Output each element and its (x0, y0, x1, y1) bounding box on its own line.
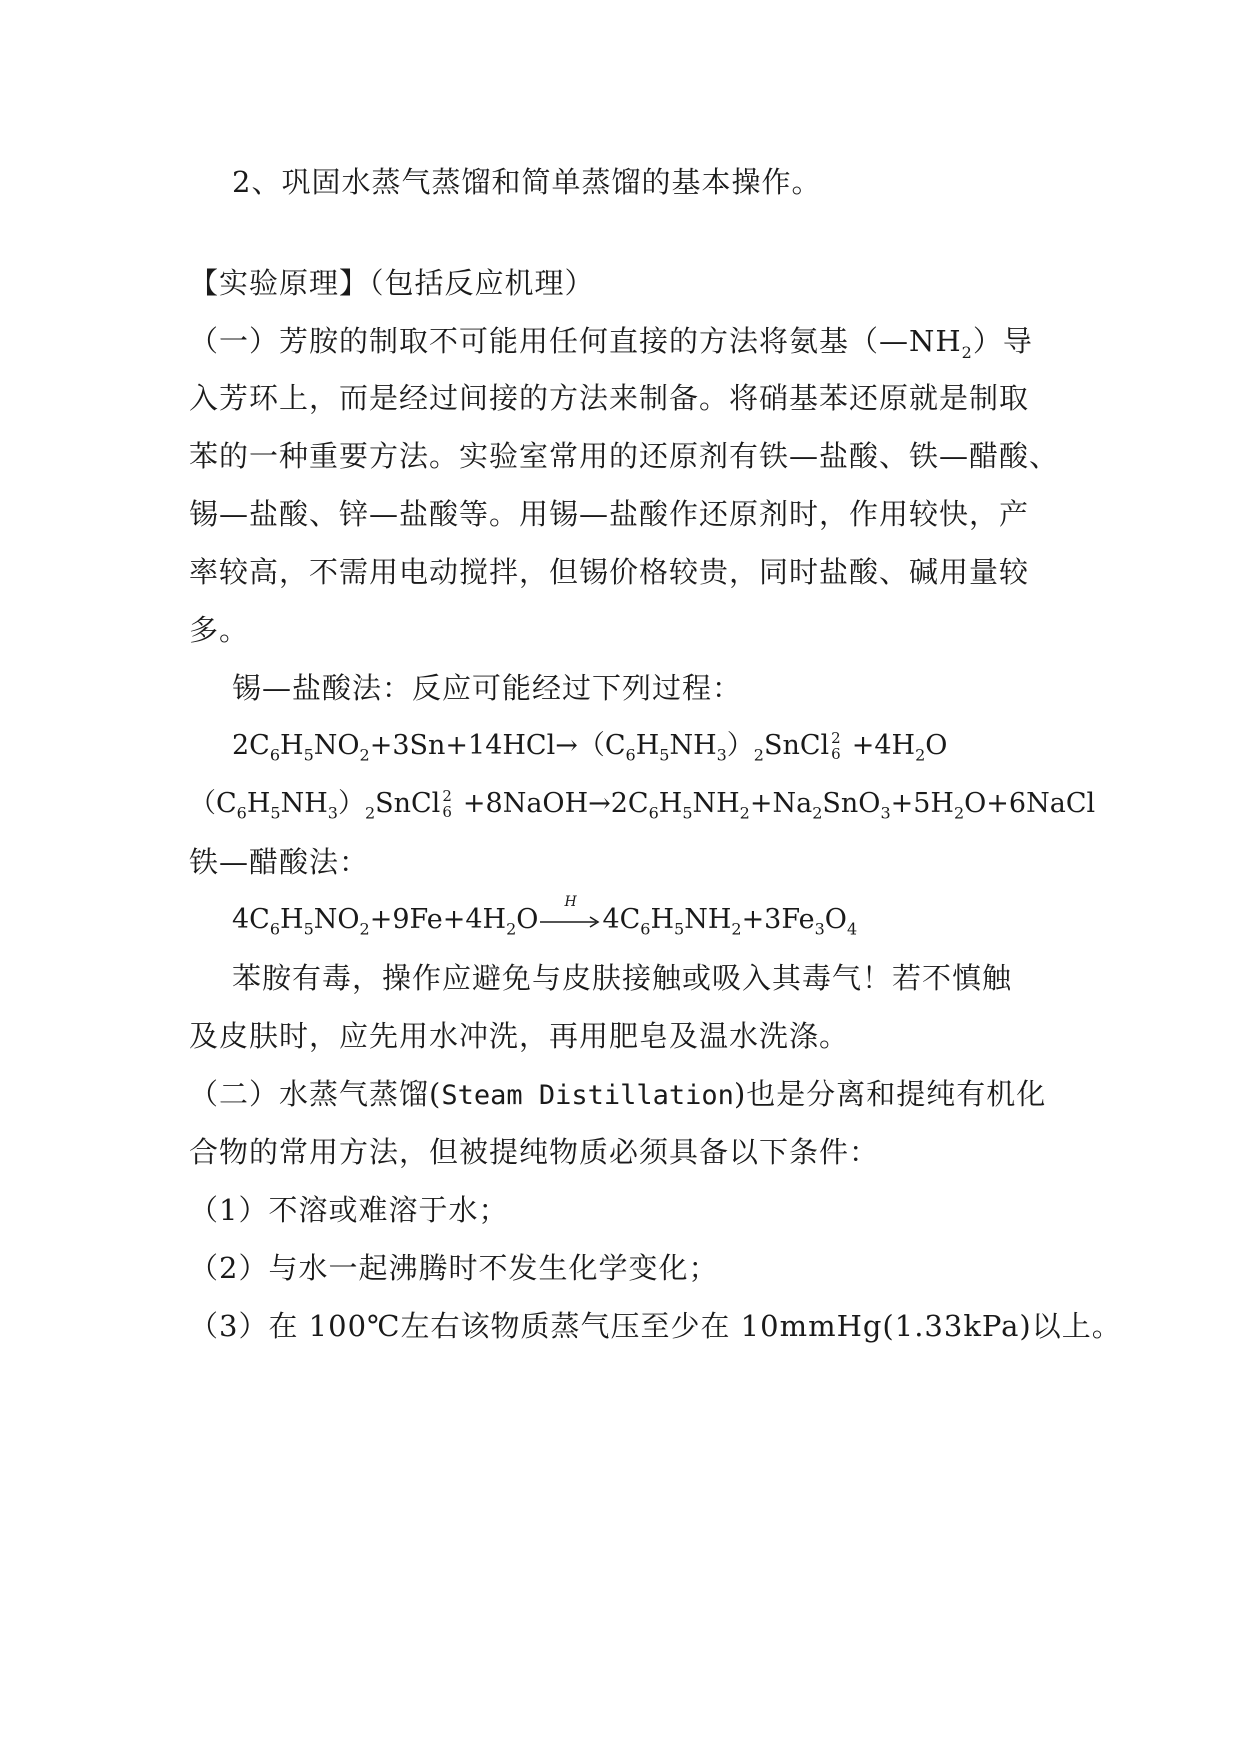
s: 2 (953, 803, 965, 823)
paragraph-1-line-5: 率较高，不需用电动搅拌，但锡价格较贵，同时盐酸、碱用量较 (189, 555, 1030, 589)
english-term: Steam Distillation (441, 1080, 734, 1111)
s: 2 (359, 745, 370, 765)
t: O (925, 730, 948, 761)
paragraph-2-line-2: 合物的常用方法，但被提纯物质必须具备以下条件： (189, 1135, 880, 1169)
s: 2 (364, 803, 376, 823)
s: 5 (659, 745, 670, 765)
sup: 2 (831, 728, 841, 747)
s: 3 (814, 919, 825, 939)
s: 6 (625, 745, 636, 765)
t: +3Fe (741, 904, 815, 935)
s: 6 (648, 803, 659, 823)
t: O (516, 904, 539, 935)
s: 3 (327, 803, 338, 823)
condition-1: （1）不溶或难溶于水； (189, 1193, 509, 1227)
s: 2 (915, 745, 926, 765)
t: +8NaOH→2C (454, 788, 649, 819)
sub: 6 (442, 802, 452, 821)
t: （二）水蒸气蒸馏( (189, 1077, 442, 1111)
s: 2 (812, 803, 823, 823)
equation-3 (232, 893, 858, 940)
t: O+6NaCl (964, 788, 1096, 819)
text: （一）芳胺的制取不可能用任何直接的方法将氨基（—NH (189, 324, 962, 358)
s: 2 (359, 919, 370, 939)
t: NH (684, 904, 732, 935)
t: H (280, 730, 304, 761)
t: NH (280, 788, 328, 819)
subscript: 2 (961, 342, 973, 362)
paragraph-2-line-1 (189, 1074, 1046, 1116)
s: 6 (640, 919, 651, 939)
s: 2 (506, 919, 517, 939)
t: 2C (232, 730, 270, 761)
objective-2: 2、巩固水蒸气蒸馏和简单蒸馏的基本操作。 (232, 165, 822, 199)
t: H (246, 788, 271, 819)
s: 3 (880, 803, 891, 823)
t: +4H (843, 730, 916, 761)
t: +3Sn+14HCl→（C (369, 730, 626, 761)
safety-note-line-2: 及皮肤时，应先用水冲洗，再用肥皂及温水洗涤。 (189, 1019, 850, 1053)
t: H (658, 788, 683, 819)
equation-2 (189, 784, 1095, 824)
t: SnCl (763, 730, 830, 761)
text: ）导 (972, 324, 1033, 358)
s: 2 (731, 919, 742, 939)
s: 5 (303, 919, 314, 939)
paragraph-1-line-6: 多。 (189, 613, 250, 647)
t: )也是分离和提纯有机化 (733, 1077, 1047, 1111)
t: 4C (602, 904, 641, 935)
sub: 6 (831, 744, 841, 763)
reaction-arrow-icon (538, 893, 602, 936)
condition-3: （3）在 100℃左右该物质蒸气压至少在 10mmHg(1.33kPa)以上。 (189, 1309, 1122, 1343)
t: ） (726, 730, 754, 761)
t: （C (189, 788, 237, 819)
t: H (635, 730, 660, 761)
t: NH (692, 788, 740, 819)
tin-method-heading: 锡—盐酸法：反应可能经过下列过程： (232, 671, 743, 705)
s: 5 (674, 919, 685, 939)
t: H (280, 904, 304, 935)
charge-stack (829, 728, 843, 763)
t: SnO (822, 788, 881, 819)
t: NO (313, 904, 360, 935)
s: 5 (270, 803, 281, 823)
s: 3 (716, 745, 727, 765)
t: NO (313, 730, 360, 761)
paragraph-1-line-4: 锡—盐酸、锌—盐酸等。用锡—盐酸作还原剂时，作用较快，产 (189, 497, 1030, 531)
s: 2 (739, 803, 750, 823)
equation-1 (232, 726, 947, 766)
t: 4C (232, 904, 270, 935)
paragraph-1-line-1 (189, 321, 1033, 361)
t: SnCl (375, 788, 441, 819)
section-heading-principle: 【实验原理】（包括反应机理） (189, 266, 595, 300)
arrow-label: H (564, 893, 577, 910)
paragraph-1-line-2: 入芳环上，而是经过间接的方法来制备。将硝基苯还原就是制取 (189, 381, 1030, 415)
t: +Na (749, 788, 813, 819)
t: +9Fe+4H (369, 904, 507, 935)
s: 6 (269, 919, 281, 939)
paragraph-1-line-3: 苯的一种重要方法。实验室常用的还原剂有铁—盐酸、铁—醋酸、 (189, 439, 1060, 473)
t: ） (337, 788, 365, 819)
t: NH (669, 730, 717, 761)
condition-2: （2）与水一起沸腾时不发生化学变化； (189, 1251, 719, 1285)
s: 4 (846, 919, 858, 939)
s: 5 (303, 745, 314, 765)
s: 5 (682, 803, 693, 823)
charge-stack (440, 786, 454, 821)
t: O (824, 904, 847, 935)
s: 2 (753, 745, 764, 765)
safety-note-line-1: 苯胺有毒，操作应避免与皮肤接触或吸入其毒气！若不慎触 (232, 961, 1013, 995)
t: H (650, 904, 675, 935)
s: 6 (269, 745, 281, 765)
t: +5H (890, 788, 954, 819)
sup: 2 (442, 786, 452, 805)
s: 6 (236, 803, 247, 823)
iron-method-heading: 铁—醋酸法： (189, 845, 370, 879)
